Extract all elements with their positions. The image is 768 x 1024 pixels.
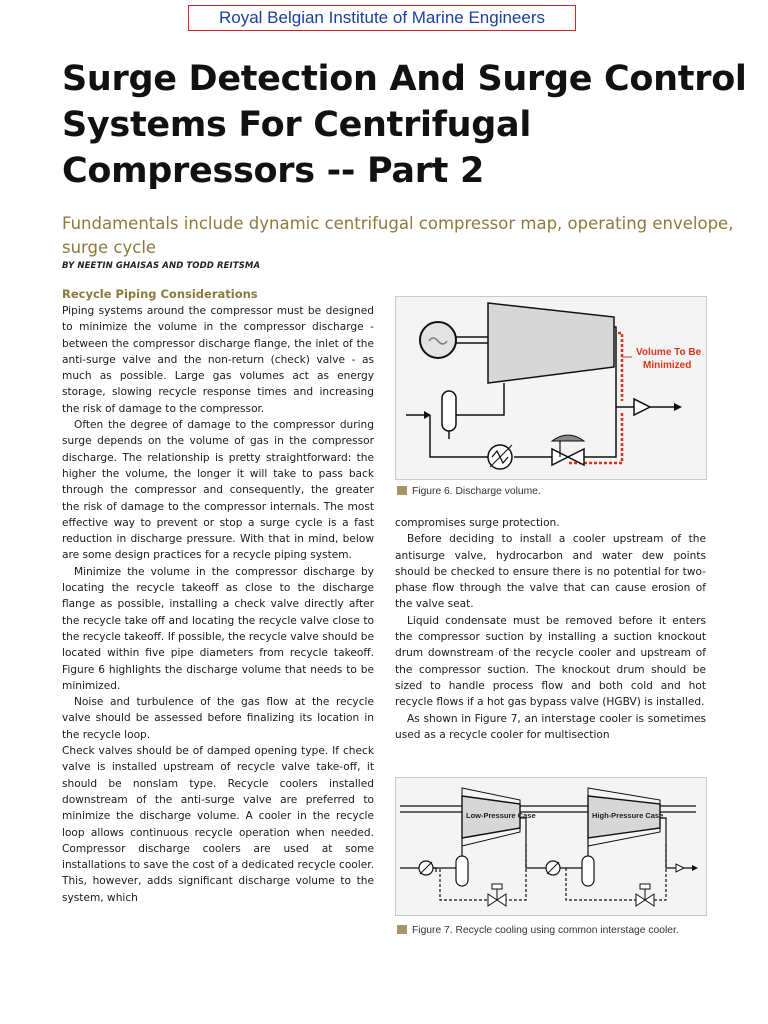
knockout-drum-1 bbox=[456, 856, 468, 886]
figure-7-interstage-cooler-diagram bbox=[395, 777, 707, 916]
figure-6-caption bbox=[397, 486, 541, 497]
article-subtitle: Fundamentals include dynamic centrifugal compressor map, operating envelope, surge cycle bbox=[62, 214, 734, 257]
paragraph: Often the degree of damage to the compressor during surge depends on the volume of gas in the compressor discharge. The relationship is pretty straightforward: the higher the volume, the longer it will take to pass back through the compressor and consequently, the greater the risk of damage to the compressor internals. The most effective way to prevent or stop a surge cycle is a fast reduction in discharge pressure. With that in mind, below are some design practices for a recycle piping system. bbox=[62, 419, 374, 562]
low-pressure-label: Low-Pressure Case bbox=[466, 811, 536, 820]
left-text-column bbox=[62, 303, 374, 906]
paragraph: As shown in Figure 7, an interstage cooler is sometimes used as a recycle cooler for multisection bbox=[395, 712, 706, 741]
paragraph: Check valves should be of damped opening type. If check valve is installed upstream of recycle valve take-off, it should be nonslam type. Recycle coolers installed downstream of the anti-surge valve are preferred to minimize the discharge volume. A cooler in the recycle loop allows continuous recycle operation when needed. Compressor discharge coolers are used at some installations to save the cost of a dedicated recycle cooler. This, however, adds significant discharge volume to the system, which bbox=[62, 745, 374, 904]
anti-surge-valve-2 bbox=[636, 894, 645, 906]
volume-label-line1: Volume To Be bbox=[636, 347, 702, 358]
article-byline: BY NEETIN GHAISAS AND TODD REITSMA bbox=[62, 261, 261, 271]
knockout-drum-2 bbox=[582, 856, 594, 886]
figure-6-discharge-volume-diagram bbox=[395, 296, 707, 480]
section-heading: Recycle Piping Considerations bbox=[62, 287, 258, 301]
high-pressure-label: High-Pressure Case bbox=[592, 811, 664, 820]
knockout-drum-symbol bbox=[442, 391, 456, 431]
paragraph: Piping systems around the compressor must be designed to minimize the volume in the compressor discharge - between the compressor discharge flange, the inlet of the anti-surge valve and the non-return (check) valve - as much as possible. Large gas volumes act as energy storage, slowing recycle response times and increasing the risk of damage to the compressor. bbox=[62, 305, 374, 415]
anti-surge-valve-1 bbox=[488, 894, 497, 906]
compressor-symbol bbox=[488, 303, 614, 383]
publisher-banner: Royal Belgian Institute of Marine Engineers bbox=[188, 5, 576, 31]
caption-marker bbox=[397, 486, 407, 495]
figure-7-caption-text: Figure 7. Recycle cooling using common interstage cooler. bbox=[412, 925, 679, 936]
paragraph: Noise and turbulence of the gas flow at the recycle valve should be assessed before finalizing its location in the recycle loop. bbox=[62, 696, 374, 741]
caption-marker bbox=[397, 925, 407, 934]
right-text-column bbox=[395, 515, 706, 743]
paragraph: Minimize the volume in the compressor discharge by locating the recycle takeoff as close to the discharge flange as possible, installing a check valve directly after the recycle take off and locating the recycle valve close to the recycle takeoff. If possible, the recycle valve should be located within five pipe diameters from recycle takeoff. Figure 6 highlights the discharge volume that needs to be minimized. bbox=[62, 565, 374, 692]
figure-6-caption-text: Figure 6. Discharge volume. bbox=[412, 486, 541, 497]
check-valve-symbol bbox=[634, 399, 650, 415]
paragraph: Liquid condensate must be removed before it enters the compressor suction by installing a suction knockout drum downstream of the recycle cooler and upstream of the compressor suction. The knockout drum should be sized to handle process flow and both cold and hot recycle flows if a hot gas bypass valve (HGBV) is installed. bbox=[395, 614, 706, 709]
figure-7-caption bbox=[397, 925, 679, 936]
paragraph: Before deciding to install a cooler upstream of the antisurge valve, hydrocarbon and water dew points should be checked to ensure there is no potential for two-phase flow through the valve that can cause erosion of the valve seat. bbox=[395, 533, 706, 611]
paragraph: compromises surge protection. bbox=[395, 517, 560, 529]
article-title: Surge Detection And Surge Control Systems For Centrifugal Compressors -- Part 2 bbox=[62, 59, 747, 191]
volume-label-line2: Minimized bbox=[643, 360, 692, 371]
